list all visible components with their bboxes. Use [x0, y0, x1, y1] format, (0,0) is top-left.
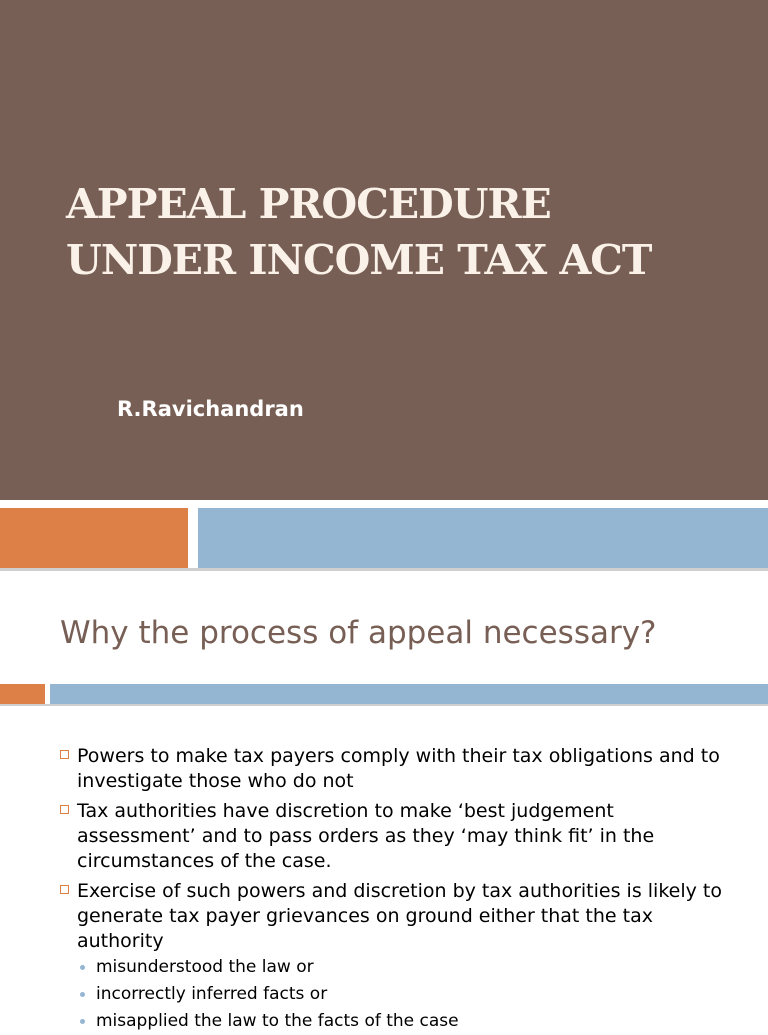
- accent-bar-blue: [198, 508, 768, 568]
- square-bullet-icon: [60, 750, 69, 759]
- author-name: R.Ravichandran: [117, 397, 304, 421]
- accent-bar-blue-small: [50, 684, 768, 704]
- divider-line: [0, 568, 768, 571]
- bullet-text: Tax authorities have discretion to make ‘best judgement assessment’ and to pass orders as they ‘may think fit’ in the circumstances of the case.: [77, 800, 655, 872]
- slide-title-line-1: APPEAL PROCEDURE: [66, 180, 551, 228]
- bullet-item: [58, 879, 738, 954]
- slide-title: [66, 176, 746, 288]
- dot-bullet-icon: [80, 1019, 85, 1024]
- sub-bullet-text: misunderstood the law or: [96, 957, 314, 977]
- sub-bullet-item: [58, 1008, 738, 1035]
- dot-bullet-icon: [80, 992, 85, 997]
- bullet-text: Powers to make tax payers comply with their tax obligations and to investigate those who do not: [77, 745, 720, 792]
- sub-bullet-text: incorrectly inferred facts or: [96, 984, 328, 1004]
- square-bullet-icon: [60, 885, 69, 894]
- bullet-item: [58, 799, 738, 874]
- accent-bar-orange-small: [0, 684, 45, 704]
- bullet-list: [58, 744, 738, 1035]
- sub-bullet-item: [58, 981, 738, 1008]
- sub-bullet-item: [58, 954, 738, 981]
- divider-line-small: [0, 704, 768, 706]
- square-bullet-icon: [60, 805, 69, 814]
- title-slide: [0, 0, 768, 500]
- bullet-text: Exercise of such powers and discretion by tax authorities is likely to generate tax payer grievances on ground either that the tax authority: [77, 880, 722, 952]
- sub-bullet-text: misapplied the law to the facts of the case: [96, 1011, 459, 1031]
- content-slide-title: Why the process of appeal necessary?: [60, 615, 657, 651]
- accent-bar-orange: [0, 508, 188, 568]
- bullet-item: [58, 744, 738, 794]
- slide-title-line-2: UNDER INCOME TAX ACT: [66, 236, 652, 284]
- dot-bullet-icon: [80, 965, 85, 970]
